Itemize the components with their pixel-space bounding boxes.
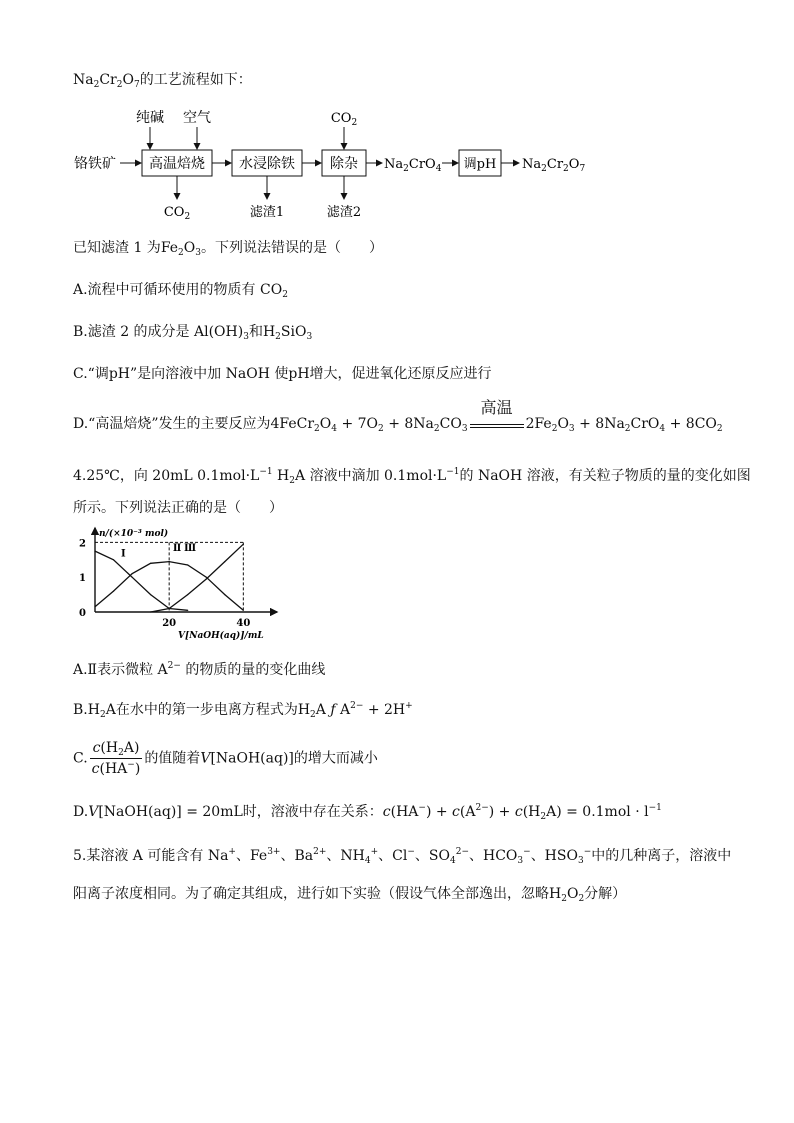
series-2-point-8 <box>243 610 244 611</box>
q4-opt-c-b: 的值随着 <box>144 750 201 767</box>
q4-option-b: $B.H_2A$在水中的第一步电离方程式为$H_2A$ ƒ $A^{2-} + 2H^+$ <box>73 701 413 720</box>
q4-stem1: 4.25℃，向 20mL 0.1mol·L <box>73 468 260 484</box>
q4-opt-d-text: D. <box>73 804 89 820</box>
q3-stem-a: 已知滤渣 1 为 <box>73 240 161 256</box>
flow-box1-label: 高温焙烧 <box>149 156 205 172</box>
series-2-point-6 <box>206 577 207 578</box>
flow-raw: 铬铁矿 <box>74 156 116 172</box>
flow-mid: $Na_2CrO_4$ <box>384 157 442 174</box>
flow-box3-label: 除杂 <box>330 156 358 172</box>
flow-out3: 滤渣2 <box>326 205 362 220</box>
flow-product: $Na_2Cr_2O_7$ <box>522 157 586 174</box>
q3-opt-c-b: ”是向溶液中加 <box>130 366 222 382</box>
q4-stem-line1: 4.25℃，向 20mL $0.1mol\cdot L^{-1}$ $H_2A$ 溶液中滴加 $0.1mol\cdot L^{-1}$的 NaOH 溶液，有关粒子物质的量的变化如图 <box>73 467 751 486</box>
q4-option-c: C. $\frac{c(H_2A)}{c(HA^-)}$ 的值随着V[NaOH(aq)]的增大而减小 <box>73 740 378 777</box>
x-tick-label-20: 20 <box>162 618 177 629</box>
flow-out1: $CO_2$ <box>163 205 191 222</box>
q3-opt-a-text: A.流程中可循环使用的物质有 <box>73 282 256 298</box>
series-2-point-3 <box>150 563 151 564</box>
flow-box4-label: 调pH <box>463 157 497 172</box>
y-axis-label: n/(×10⁻³ mol) <box>99 529 169 539</box>
series-2-point-7 <box>224 594 225 595</box>
series-3-point-1 <box>169 608 170 609</box>
series-2-point-1 <box>113 591 114 592</box>
series-3-point-2 <box>187 594 188 595</box>
q3-opt-b-text: B.滤渣 2 的成分是 <box>73 324 190 340</box>
series-2-point-4 <box>169 561 170 562</box>
q3-opt-d-text: D.“高温焙烧”发生的主要反应为 <box>73 416 271 432</box>
q5-line1-b: 中的几种离子，溶液中 <box>591 848 732 864</box>
series-2-point-5 <box>187 564 188 565</box>
flow-in3: $CO_2$ <box>330 111 358 128</box>
flow-in2: 空气 <box>183 110 211 126</box>
series-label-1: Ⅰ <box>120 548 126 560</box>
process-flowchart <box>70 100 630 225</box>
q3-opt-c-d: 增大，促进氧化还原反应进行 <box>309 366 492 382</box>
intro-suffix: 的工艺流程如下： <box>139 72 252 88</box>
q4-option-a: A.Ⅱ表示微粒 $A^{2-}$ 的物质的量的变化曲线 <box>73 661 326 678</box>
series-3-point-0 <box>150 611 151 612</box>
series-2-point-0 <box>94 606 95 607</box>
q3-opt-c-text: C.“调 <box>73 366 109 382</box>
q3-opt-b-and: 和 <box>248 324 263 340</box>
y-tick-label-0: 0 <box>79 608 86 619</box>
q4-opt-b-b: 在水中的第一步电离方程式为 <box>115 702 298 718</box>
series-1-point-2 <box>132 577 133 578</box>
q3-stem: 已知滤渣 1 为$Fe_2O_3$。下列说法错误的是（ ） <box>73 240 383 258</box>
reaction-condition <box>470 398 524 428</box>
q5-line1-a: 5.某溶液 A 可能含有 <box>73 848 204 864</box>
flow-out2: 滤渣1 <box>249 205 285 220</box>
intro-line: $Na_2Cr_2O_7$的工艺流程如下： <box>73 72 252 90</box>
series-label-3: Ⅲ <box>184 543 197 555</box>
series-3-point-5 <box>243 544 244 545</box>
series-1-point-5 <box>187 610 188 611</box>
y-tick-label-2: 2 <box>79 538 86 550</box>
q5-line2-b: 分解） <box>584 886 627 902</box>
q4-opt-d-b: 时，溶液中存在关系： <box>242 804 383 820</box>
q5-line1: 5.某溶液 A 可能含有 Na+、$Fe^{3+}$、$Ba^{2+}$、$NH_4^+$、Cl−、$SO_4^{2-}$、$HCO_3^-$、$HSO_3^-$中的几种离子，溶液中 <box>73 847 732 866</box>
series-3-point-3 <box>206 578 207 579</box>
q3-option-b: B.滤渣 2 的成分是 $Al(OH)_3$和$H_2SiO_3$ <box>73 324 313 342</box>
q5-line2: 阳离子浓度相同。为了确定其组成，进行如下实验（假设气体全部逸出，忽略$H_2O_2$分解） <box>73 886 627 904</box>
q3-option-d: D.“高温焙烧”发生的主要反应为$4FeCr_2O_4 + 7O_2 + 8Na_2CO_3$ 高温 $2Fe_2O_3 + 8Na_2CrO_4 + 8CO_2$ <box>73 398 723 434</box>
x-tick-label-40: 40 <box>236 618 251 629</box>
q4-option-d: D.V[NaOH(aq)] = 20mL时，溶液中存在关系：$c(HA^-) + c(A^{2-}) + c(H_2A) = 0.1mol \cdot l^{-1}$ <box>73 803 662 822</box>
series-1-point-3 <box>150 594 151 595</box>
q5-line2-a: 阳离子浓度相同。为了确定其组成，进行如下实验（假设气体全部逸出，忽略 <box>73 886 549 902</box>
series-label-2: Ⅱ <box>172 543 182 555</box>
species-chart <box>73 526 283 644</box>
q4-stem-line2: 所示。下列说法正确的是（ ） <box>73 500 283 516</box>
ratio-fraction: $\frac{c(H_2A)}{c(HA^-)}$ <box>91 740 141 777</box>
q4-opt-a-text: A.Ⅱ表示微粒 <box>73 662 154 678</box>
series-3-point-4 <box>224 561 225 562</box>
q3-option-c: C.“调pH”是向溶液中加 NaOH 使pH增大，促进氧化还原反应进行 <box>73 366 492 382</box>
q4-opt-c-c: 的增大而减小 <box>293 750 378 767</box>
q4-opt-a-b: 的物质的量的变化曲线 <box>185 662 326 678</box>
q4-stem2: 溶液中滴加 0.1mol·L <box>309 468 447 484</box>
series-line-3 <box>151 544 244 612</box>
series-line-1 <box>95 551 188 610</box>
series-1-point-0 <box>94 551 95 552</box>
flow-box2-label: 水浸除铁 <box>239 156 295 172</box>
y-tick-label-1: 1 <box>79 573 86 585</box>
q4-stem3: 的 NaOH 溶液，有关粒子物质的量的变化如图 <box>459 468 751 484</box>
q4-opt-b-text: B. <box>73 702 88 718</box>
q3-stem-b: 。下列说法错误的是（ ） <box>201 240 383 256</box>
series-2-point-2 <box>132 573 133 574</box>
series-1-point-1 <box>113 559 114 560</box>
q3-option-a: A.流程中可循环使用的物质有 $CO_2$ <box>73 282 288 300</box>
q3-opt-c-c: 使 <box>274 366 289 382</box>
reaction-condition-label: 高温 <box>480 398 513 417</box>
x-axis-label: V[NaOH(aq)]/mL <box>178 631 264 641</box>
flow-in1: 纯碱 <box>136 110 164 126</box>
